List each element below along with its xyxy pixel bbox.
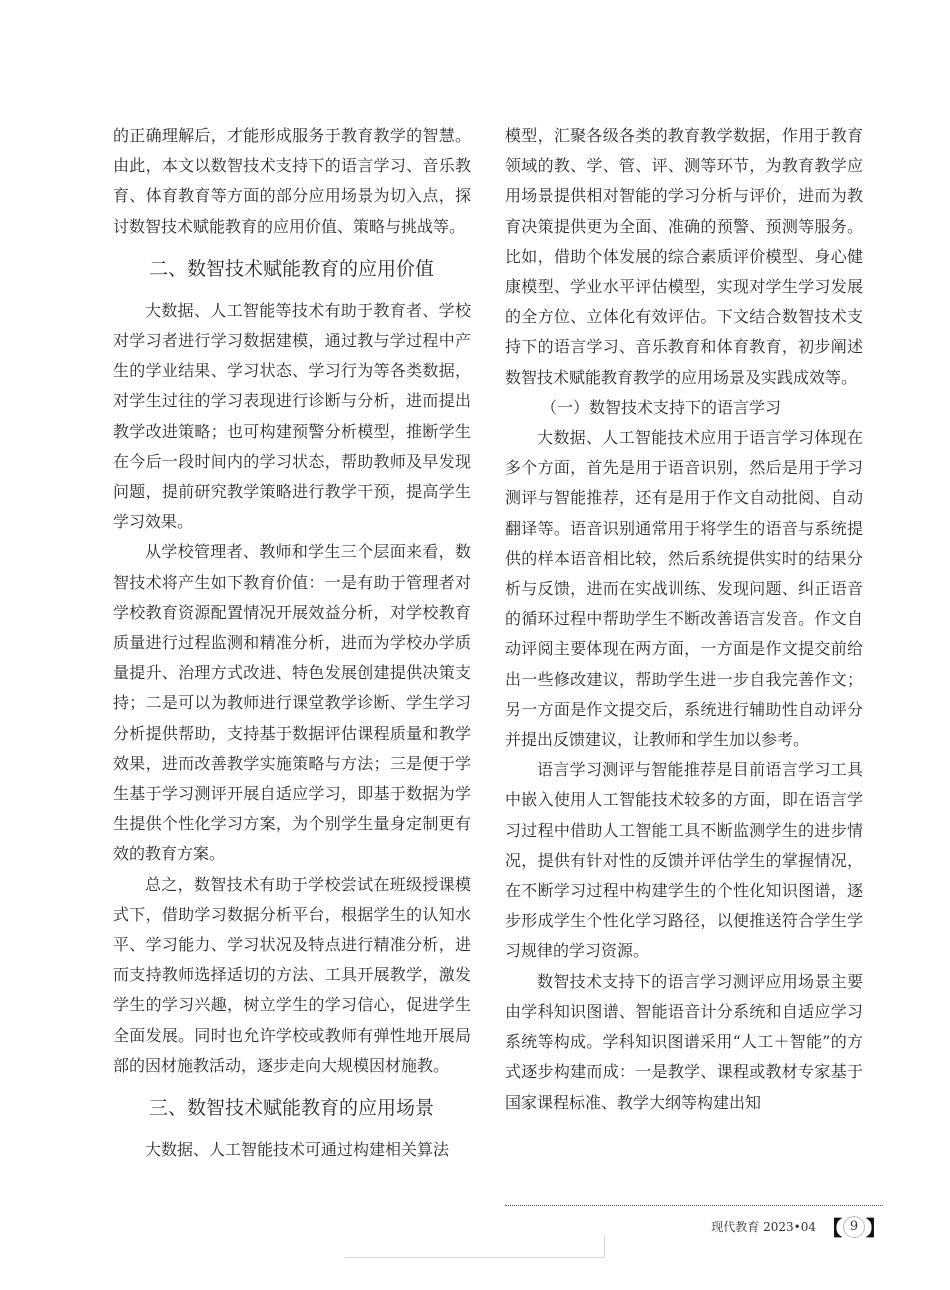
section-heading: 二、数智技术赋能教育的应用价值 — [149, 257, 435, 280]
paragraph: 从学校管理者、教师和学生三个层面来看，数智技术将产生如下教育价值：一是有助于管理者对学校教育资源配置情况开展效益分析，对学校教育质量进行过程监测和精准分析，进而为学校办学质量提升、治理方式改进、特色发展创建提供决策支持；二是可以为教师进行课堂教学诊断、学生学习分析提供帮助，支持基于数据评估课程质量和教学效果，进而改善教学实施策略与方法；三是便于学生基于学习测评开展自适应学习，即基于数据为学生提供个性化学习方案，为个别学生量身定制更有效的教育方案。 — [113, 542, 471, 864]
journal-issue: 现代教育 2023•04 — [711, 1220, 816, 1234]
bracket-right: 】 — [866, 1216, 886, 1240]
bottom-divider — [345, 1257, 605, 1258]
paragraph: 数智技术支持下的语言学习测评应用场景主要由学科知识图谱、智能语音计分系统和自适应学习系统等构成。学科知识图谱采用“人工＋智能”的方式逐步构建而成：一是教学、课程或教材专家基于国家课程标准、教学大纲等构建出知 — [505, 971, 863, 1112]
right-column — [505, 121, 863, 1118]
section-heading: 三、数智技术赋能教育的应用场景 — [149, 1097, 435, 1120]
subsection-heading: （一）数智技术支持下的语言学习 — [541, 397, 782, 417]
paragraph: 的正确理解后，才能形成服务于教育教学的智慧。由此，本文以数智技术支持下的语言学习、音乐教育、体育教育等方面的部分应用场景为切入点，探讨数智技术赋能教育的应用价值、策略与挑战等。 — [113, 126, 471, 236]
bottom-divider-tick — [604, 1235, 605, 1257]
paragraph: 总之，数智技术有助于学校尝试在班级授课模式下，借助学习数据分析平台，根据学生的认知水平、学习能力、学习状况及特点进行精准分析，进而支持教师选择适切的方法、工具开展教学，激发学生的学习兴趣，树立学生的学习信心，促进学生全面发展。同时也允许学校或教师有弹性地开展局部的因材施教活动，逐步走向大规模因材施教。 — [113, 874, 471, 1075]
paragraph: 模型，汇聚各级各类的教育教学数据，作用于教育领域的教、学、管、评、测等环节，为教育教学应用场景提供相对智能的学习分析与评价，进而为教育决策提供更为全面、准确的预警、预测等服务。比如，借助个体发展的综合素质评价模型、身心健康模型、学业水平评估模型，实现对学生学习发展的全方位、立体化有效评估。下文结合数智技术支持下的语言学习、音乐教育和体育教育，初步阐述数智技术赋能教育教学的应用场景及实践成效等。 — [505, 126, 863, 387]
page-footer — [711, 1212, 886, 1241]
paragraph: 大数据、人工智能技术应用于语言学习体现在多个方面，首先是用于语音识别，然后是用于学习测评与智能推荐，还有是用于作文自动批阅、自动翻译等。语音识别通常用于将学生的语音与系统提供的样本语音相比较，然后系统提供实时的结果分析与反馈，进而在实战训练、发现问题、纠正语音的循环过程中帮助学生不断改善语言发音。作文自动评阅主要体现在两方面，一方面是作文提交前给出一些修改建议，帮助学生进一步自我完善作文；另一方面是作文提交后，系统进行辅助性自动评分并提出反馈建议，让教师和学生加以参考。 — [505, 428, 863, 750]
bracket-left: 【 — [822, 1216, 842, 1240]
paragraph: 大数据、人工智能等技术有助于教育者、学校对学习者进行学习数据建模，通过教与学过程中产生的学业结果、学习状态、学习行为等各类数据，对学生过往的学习表现进行诊断与分析，进而提出教学改进策略；也可构建预警分析模型，推断学生在今后一段时间内的学习状态，帮助教师及早发现问题，提前研究教学策略进行教学干预，提高学生学习效果。 — [113, 300, 471, 532]
page-number: 9 — [843, 1216, 865, 1238]
left-column — [113, 121, 471, 1165]
paragraph: 语言学习测评与智能推荐是目前语言学习工具中嵌入使用人工智能技术较多的方面，即在语言学习过程中借助人工智能工具不断监测学生的进步情况，提供有针对性的反馈并评估学生的掌握情况，在不断学习过程中构建学生的个性化知识图谱，逐步形成学生个性化学习路径，以便推送符合学生学习规律的学习资源。 — [505, 760, 863, 961]
footer-divider — [505, 1205, 883, 1206]
paragraph: 大数据、人工智能技术可通过构建相关算法 — [145, 1140, 450, 1160]
